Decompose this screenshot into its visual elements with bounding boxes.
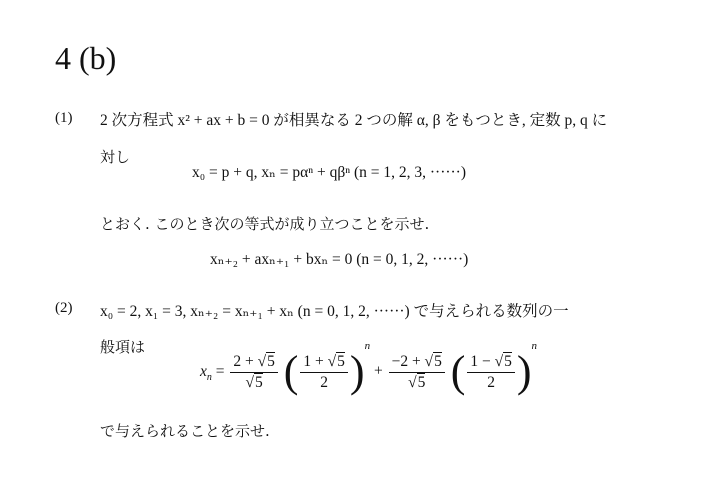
part1-label: (1) bbox=[55, 110, 73, 126]
part2-intro: x₀ = 2, x₁ = 3, xₙ₊₂ = xₙ₊₁ + xₙ (n = 0, 1, 2, ······) で与えられる数列の一 bbox=[100, 303, 569, 320]
fraction-coef-1: $\frac{2 + √5}{√5}$ bbox=[230, 353, 278, 392]
fraction-base-2: $\frac{1 - √5}{2}$ bbox=[467, 353, 515, 392]
fraction-coef-2: $\frac{-2 + √5}{√5}$ bbox=[389, 353, 445, 392]
part1-definition-equation: x₀ = p + q, xₙ = pαⁿ + qβⁿ (n = 1, 2, 3, ······) bbox=[192, 164, 467, 181]
part1-intro-cont: 対し bbox=[100, 148, 131, 166]
part2-intro-cont: 般項は bbox=[100, 338, 146, 356]
part1-prompt: とおく. このとき次の等式が成り立つことを示せ. bbox=[100, 215, 430, 233]
part1-intro: 2 次方程式 x² + ax + b = 0 が相異なる 2 つの解 α, β をもつとき, 定数 p, q に bbox=[100, 112, 608, 129]
part2-general-term-formula: $x_n$ = $\frac{2 + √5}{√5}$ ( $\frac{1 + √5}{2}$ )$^n$ + $\frac{-2 + √5}{√5}$ ( $\frac{1 - √5}{2}$ )$^n$ bbox=[200, 340, 538, 396]
part1-recurrence-equation: xₙ₊₂ + axₙ₊₁ + bxₙ = 0 (n = 0, 1, 2, ······) bbox=[210, 251, 469, 268]
formula-lhs: $x_n$ = bbox=[200, 362, 225, 383]
part2-label: (2) bbox=[55, 300, 73, 316]
problem-title: 4 (b) bbox=[55, 40, 117, 76]
fraction-base-1: $\frac{1 + √5}{2}$ bbox=[300, 353, 348, 392]
part2-closing: で与えられることを示せ. bbox=[100, 422, 270, 440]
